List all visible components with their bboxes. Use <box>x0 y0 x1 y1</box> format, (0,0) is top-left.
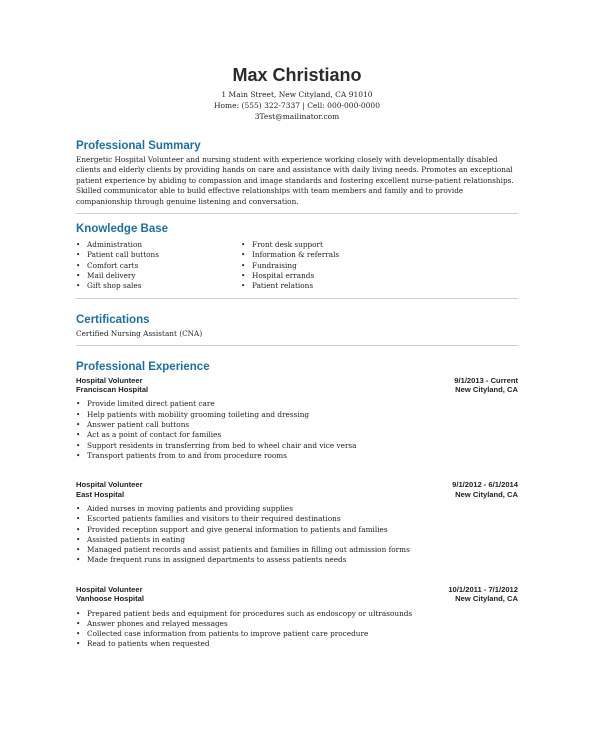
knowledge-heading: Knowledge Base <box>76 223 169 236</box>
job-header <box>76 585 518 604</box>
job-right <box>452 480 518 499</box>
job-entry-vanhoose <box>76 585 518 650</box>
candidate-name: Max Christiano <box>232 65 362 85</box>
list-item: • Act as a point of contact for families <box>76 430 518 440</box>
experience-heading: Professional Experience <box>76 360 210 373</box>
job-location: New Cityland, CA <box>455 489 518 499</box>
job-right <box>448 585 518 604</box>
list-item: • Escorted patients families and visitors to their required destinations <box>76 514 518 524</box>
job-role: Hospital Volunteer <box>76 480 143 490</box>
list-item: • Patient relations <box>241 281 339 291</box>
list-item: • Aided nurses in moving patients and providing supplies <box>76 504 518 514</box>
certifications-heading: Certifications <box>76 313 150 326</box>
job-duties <box>76 504 518 566</box>
summary-text: Energetic Hospital Volunteer and nursing student with experience working closely with developmentally disabled clients and elderly clients by providing hands on care and assistance with daily living needs. Promotes an exceptional patient experience by abiding to compassion and image standards and fostering excellent nurse-patient relationships. Skilled communicator able to build effective relationships with team members and family and to provide companionship through genuine listening and conversation. <box>76 155 514 206</box>
job-role: Hospital Volunteer <box>76 584 143 594</box>
list-item: • Made frequent runs in assigned departments to assess patients needs <box>76 555 518 565</box>
job-duties <box>76 399 518 461</box>
list-item: • Answer patient call buttons <box>76 420 518 430</box>
list-item: • Support residents in transferring from bed to wheel chair and vice versa <box>76 441 518 451</box>
list-item: • Patient call buttons <box>76 250 241 260</box>
list-item: • Collected case information from patients to improve patient care procedure <box>76 629 518 639</box>
job-employer: East Hospital <box>76 489 125 499</box>
job-header <box>76 480 518 499</box>
job-role: Hospital Volunteer <box>76 375 143 385</box>
job-right <box>454 376 518 395</box>
job-location: New Cityland, CA <box>455 594 518 604</box>
list-item: • Prepared patient beds and equipment for procedures such as endoscopy or ultrasounds <box>76 609 518 619</box>
list-item: • Provide limited direct patient care <box>76 399 518 409</box>
resume-page <box>76 0 518 650</box>
job-header <box>76 376 518 395</box>
phone-line: Home: (555) 322-7337 | Cell: 000-000-0000 <box>214 101 380 110</box>
list-item: • Answer phones and relayed messages <box>76 619 518 629</box>
certifications-divider <box>76 345 518 346</box>
list-item: • Help patients with mobility grooming toileting and dressing <box>76 410 518 420</box>
list-item: • Transport patients from to and from procedure rooms <box>76 451 518 461</box>
job-dates: 9/1/2012 - 6/1/2014 <box>452 480 518 490</box>
job-location: New Cityland, CA <box>455 384 518 394</box>
summary-heading: Professional Summary <box>76 140 201 152</box>
knowledge-column-2 <box>241 240 339 291</box>
knowledge-list <box>76 240 518 291</box>
list-item: • Provided reception support and give general information to patients and families <box>76 525 518 535</box>
list-item: • Comfort carts <box>76 261 241 271</box>
list-item: • Hospital errands <box>241 271 339 281</box>
list-item: • Gift shop sales <box>76 281 241 291</box>
list-item: • Fundraising <box>241 261 339 271</box>
summary-divider <box>76 213 518 214</box>
job-entry-franciscan <box>76 376 518 462</box>
certification-item: Certified Nursing Assistant (CNA) <box>76 328 203 338</box>
list-item: • Administration <box>76 240 241 250</box>
job-employer: Franciscan Hospital <box>76 384 149 394</box>
list-item: • Information & referrals <box>241 250 339 260</box>
list-item: • Front desk support <box>241 240 339 250</box>
knowledge-column-1 <box>76 240 241 291</box>
list-item: • Assisted patients in eating <box>76 535 518 545</box>
knowledge-divider <box>76 298 518 299</box>
email-line: 3Test@mailinator.com <box>254 112 340 121</box>
job-duties <box>76 609 518 650</box>
job-left <box>76 376 148 395</box>
job-left <box>76 480 143 499</box>
job-entry-east <box>76 480 518 566</box>
contact-block <box>76 89 518 122</box>
list-item: • Mail delivery <box>76 271 241 281</box>
job-dates: 10/1/2011 - 7/1/2012 <box>448 584 518 594</box>
job-employer: Vanhoose Hospital <box>76 594 144 604</box>
list-item: • Managed patient records and assist patients and families in filling out admission forms <box>76 545 518 555</box>
job-dates: 9/1/2013 - Current <box>454 375 518 385</box>
job-left <box>76 585 144 604</box>
address-line: 1 Main Street, New Cityland, CA 91010 <box>221 90 373 99</box>
list-item: • Read to patients when requested <box>76 639 518 649</box>
